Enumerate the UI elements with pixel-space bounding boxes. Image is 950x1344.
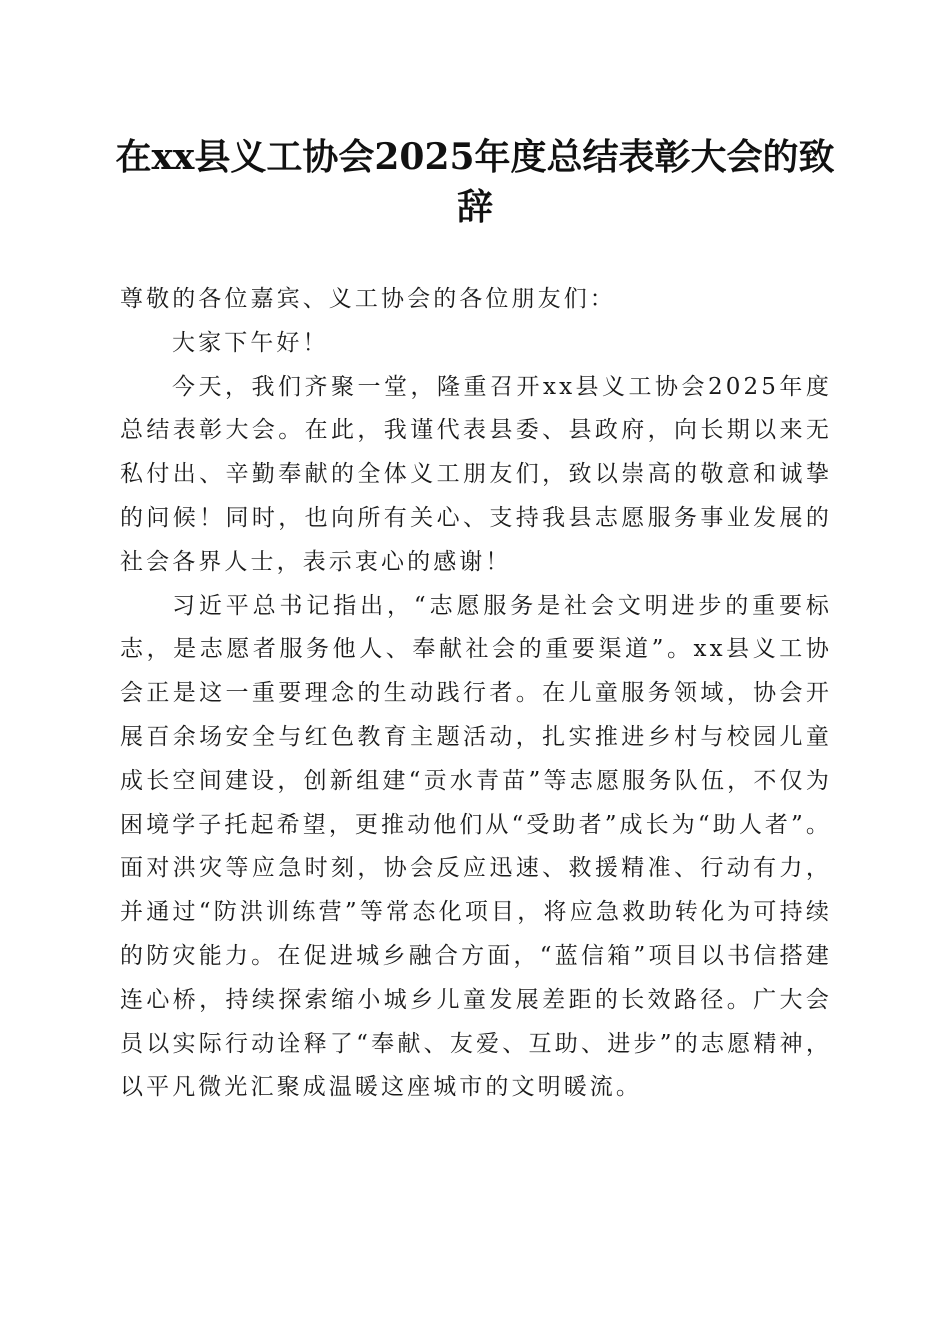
paragraph-achievements: 习近平总书记指出，“志愿服务是社会文明进步的重要标志，是志愿者服务他人、奉献社会的重要渠道”。xx县义工协会正是这一重要理念的生动践行者。在儿童服务领域，协会开展百余场安全与红色教育主题活动，扎实推进乡村与校园儿童成长空间建设，创新组建“贡水青苗”等志愿服务队伍，不仅为困境学子托起希望，更推动他们从“受助者”成长为“助人者”。面对洪灾等应急时刻，协会反应迅速、救援精准、行动有力，并通过“防洪训练营”等常态化项目，将应急救助转化为可持续的防灾能力。在促进城乡融合方面，“蓝信箱”项目以书信搭建连心桥，持续探索缩小城乡儿童发展差距的长效路径。广大会员以实际行动诠释了“奉献、友爱、互助、进步”的志愿精神，以平凡微光汇聚成温暖这座城市的文明暖流。 bbox=[120, 592, 832, 1101]
paragraph-opening: 今天，我们齐聚一堂，隆重召开xx县义工协会2025年度总结表彰大会。在此，我谨代表县委、县政府，向长期以来无私付出、辛勤奉献的全体义工朋友们，致以崇高的敬意和诚挚的问候！同时，也向所有关心、支持我县志愿服务事业发展的社会各界人士，表示衷心的感谢！ bbox=[120, 373, 832, 575]
paragraph-greeting: 大家下午好！ bbox=[172, 329, 329, 356]
salutation: 尊敬的各位嘉宾、义工协会的各位朋友们： bbox=[120, 286, 616, 312]
document-title: 在xx县义工协会2025年度总结表彰大会的致辞 bbox=[115, 136, 835, 228]
document-body bbox=[120, 278, 832, 1110]
